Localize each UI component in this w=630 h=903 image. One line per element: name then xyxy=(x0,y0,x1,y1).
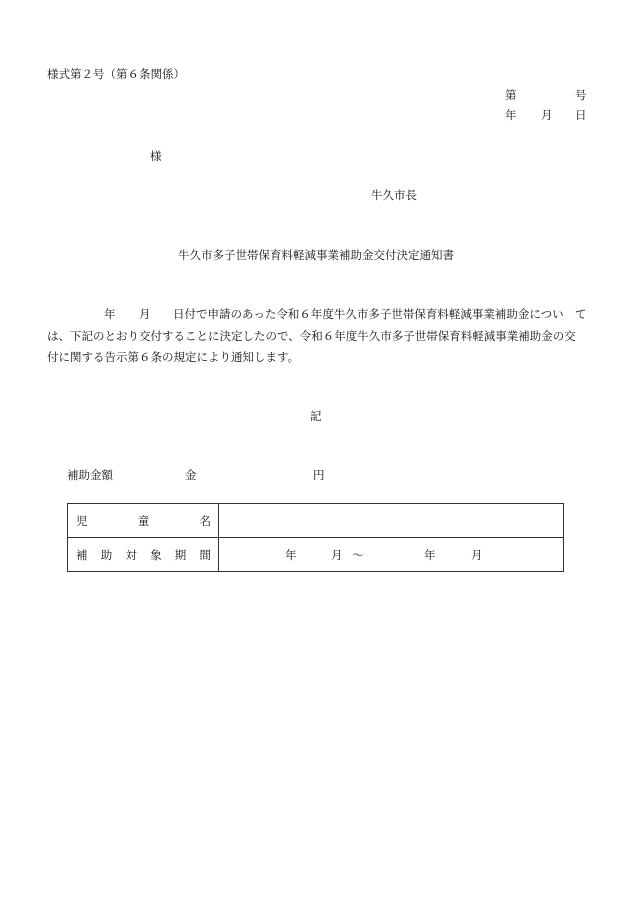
amount-label: 補助金額 xyxy=(67,468,113,482)
body-line-1: 日付で申請のあった令和６年度牛久市多子世帯保育料軽減事業補助金につい xyxy=(173,307,564,321)
period-end-month: 月 xyxy=(471,548,483,562)
doc-number-prefix: 第 xyxy=(505,88,517,102)
issuer: 牛久市長 xyxy=(371,188,417,202)
label-char: 対 xyxy=(125,547,137,562)
amount-yen: 円 xyxy=(313,468,325,482)
child-name-value[interactable] xyxy=(219,504,564,538)
period-value[interactable] xyxy=(219,538,564,572)
body-month: 月 xyxy=(139,307,151,321)
child-name-label xyxy=(68,504,219,538)
date-year: 年 xyxy=(505,108,517,122)
ki-heading: 記 xyxy=(310,409,322,423)
label-char: 補 xyxy=(76,547,88,562)
body-year: 年 xyxy=(104,307,116,321)
body-line-2: は、下記のとおり交付することに決定したので、令和６年度牛久市多子世帯保育料軽減事業補助金の交 xyxy=(47,329,576,343)
details-table xyxy=(67,503,564,572)
label-char: 児 xyxy=(76,513,88,528)
label-char: 間 xyxy=(199,547,211,562)
date-day: 日 xyxy=(575,108,587,122)
label-char: 名 xyxy=(199,513,211,528)
period-start-month: 月 xyxy=(331,548,343,562)
label-char: 象 xyxy=(150,547,162,562)
amount-kin: 金 xyxy=(185,468,197,482)
form-label: 様式第２号（第６条関係） xyxy=(47,67,185,81)
period-end-year: 年 xyxy=(424,548,436,562)
period-start-year: 年 xyxy=(285,548,297,562)
table-row-child-name xyxy=(68,504,564,538)
table-row-period xyxy=(68,538,564,572)
body-line-1-last: て xyxy=(575,307,587,321)
period-tilde: ～ xyxy=(352,548,364,562)
doc-number-suffix: 号 xyxy=(575,88,587,102)
body-line-3: 付に関する告示第６条の規定により通知します。 xyxy=(47,350,300,364)
label-char: 期 xyxy=(174,547,187,562)
label-char: 助 xyxy=(100,547,113,562)
addressee-honorific: 様 xyxy=(150,149,162,163)
document-title: 牛久市多子世帯保育料軽減事業補助金交付決定通知書 xyxy=(178,248,454,262)
label-char: 童 xyxy=(137,513,150,528)
date-month: 月 xyxy=(541,108,553,122)
period-label xyxy=(68,538,219,572)
